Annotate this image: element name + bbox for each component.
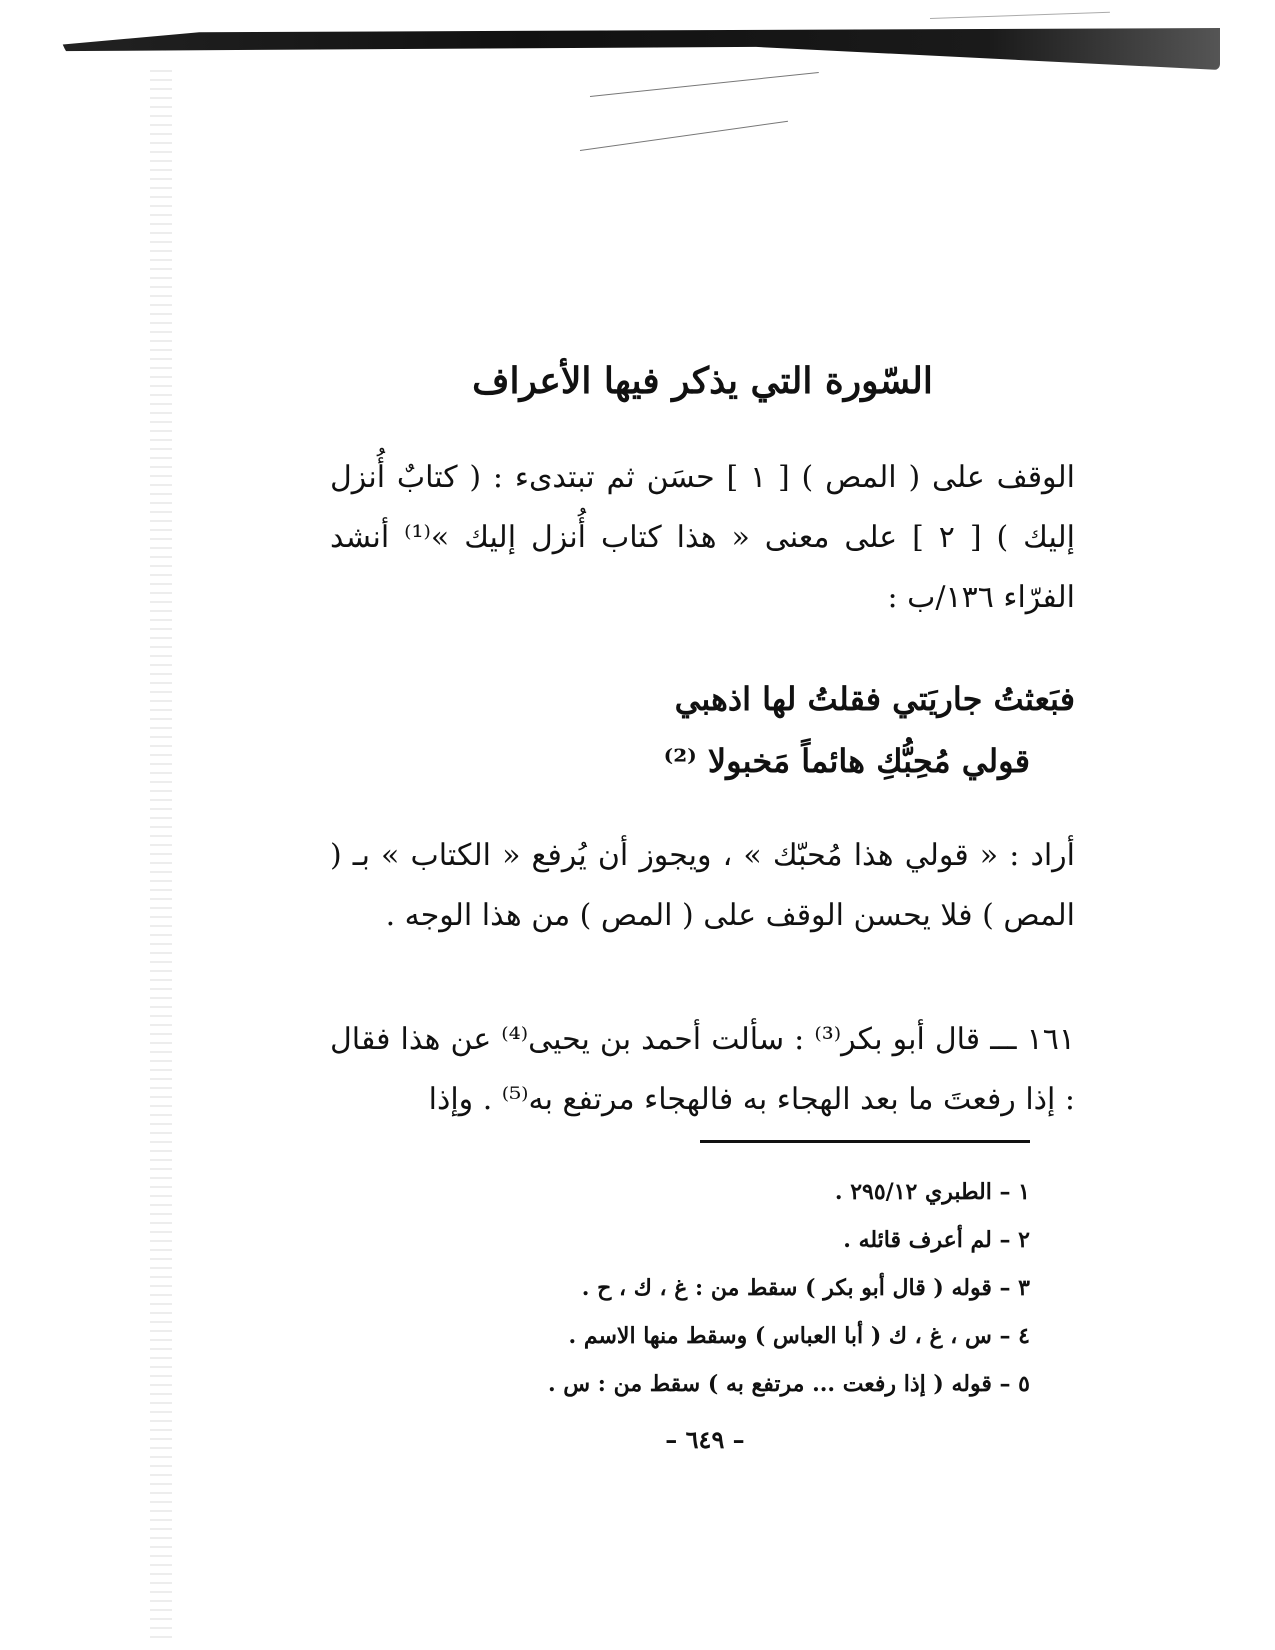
body-paragraph-3 <box>330 1010 1075 1130</box>
scan-artifact <box>930 12 1110 19</box>
scan-page-edge <box>150 70 172 1640</box>
footnote-5: ٥ – قوله ( إذا رفعت ... مرتفع به ) سقط من : س . <box>547 1371 1030 1397</box>
scan-artifact <box>580 121 788 151</box>
scan-artifact <box>590 72 819 97</box>
footnote-divider <box>700 1140 1030 1143</box>
paragraph-text: أراد : « قولي هذا مُحبّك » ، ويجوز أن يُرفع « الكتاب » بـ ( المص ) فلا يحسن الوقف على ( المص ) من هذا الوجه . <box>330 838 1075 933</box>
footnote-1: ١ – الطبري ٢٩٥/١٢ . <box>834 1179 1030 1205</box>
chapter-title: السّورة التي يذكر فيها الأعراف <box>472 360 933 402</box>
scan-dark-band <box>60 28 1220 70</box>
paragraph-text: ١٦١ ـــ قال أبو بكر⁽³⁾ : سألت أحمد بن يحيى⁽⁴⁾ عن هذا فقال : إذا رفعتَ ما بعد الهجاء به فالهجاء مرتفع به⁽⁵⁾ . وإذا <box>330 1022 1075 1117</box>
footnote-4: ٤ – س ، غ ، ك ( أبا العباس ) وسقط منها الاسم . <box>568 1323 1030 1349</box>
verse-line-1: فبَعثتُ جاريَتي فقلتُ لها اذهبي <box>674 680 1075 718</box>
footnote-2: ٢ – لم أعرف قائله . <box>843 1227 1030 1253</box>
body-paragraph-2 <box>330 826 1075 946</box>
paragraph-text: الوقف على ( المص ) [ ١ ] حسَن ثم تبتدىء : ( كتابٌ أُنزل إليك ) [ ٢ ] على معنى « هذا كتاب أُنزل إليك »⁽¹⁾ أنشد الفرّاء ١٣٦/ب : <box>330 460 1076 615</box>
body-paragraph-1 <box>330 448 1075 628</box>
footnote-3: ٣ – قوله ( قال أبو بكر ) سقط من : غ ، ك ، ح . <box>581 1275 1030 1301</box>
footnotes <box>548 1168 1030 1408</box>
page-number: – ٦٤٩ – <box>665 1425 745 1454</box>
verse-line-2: قولي مُحِبُّكِ هائماً مَخبولا ⁽²⁾ <box>663 742 1030 780</box>
